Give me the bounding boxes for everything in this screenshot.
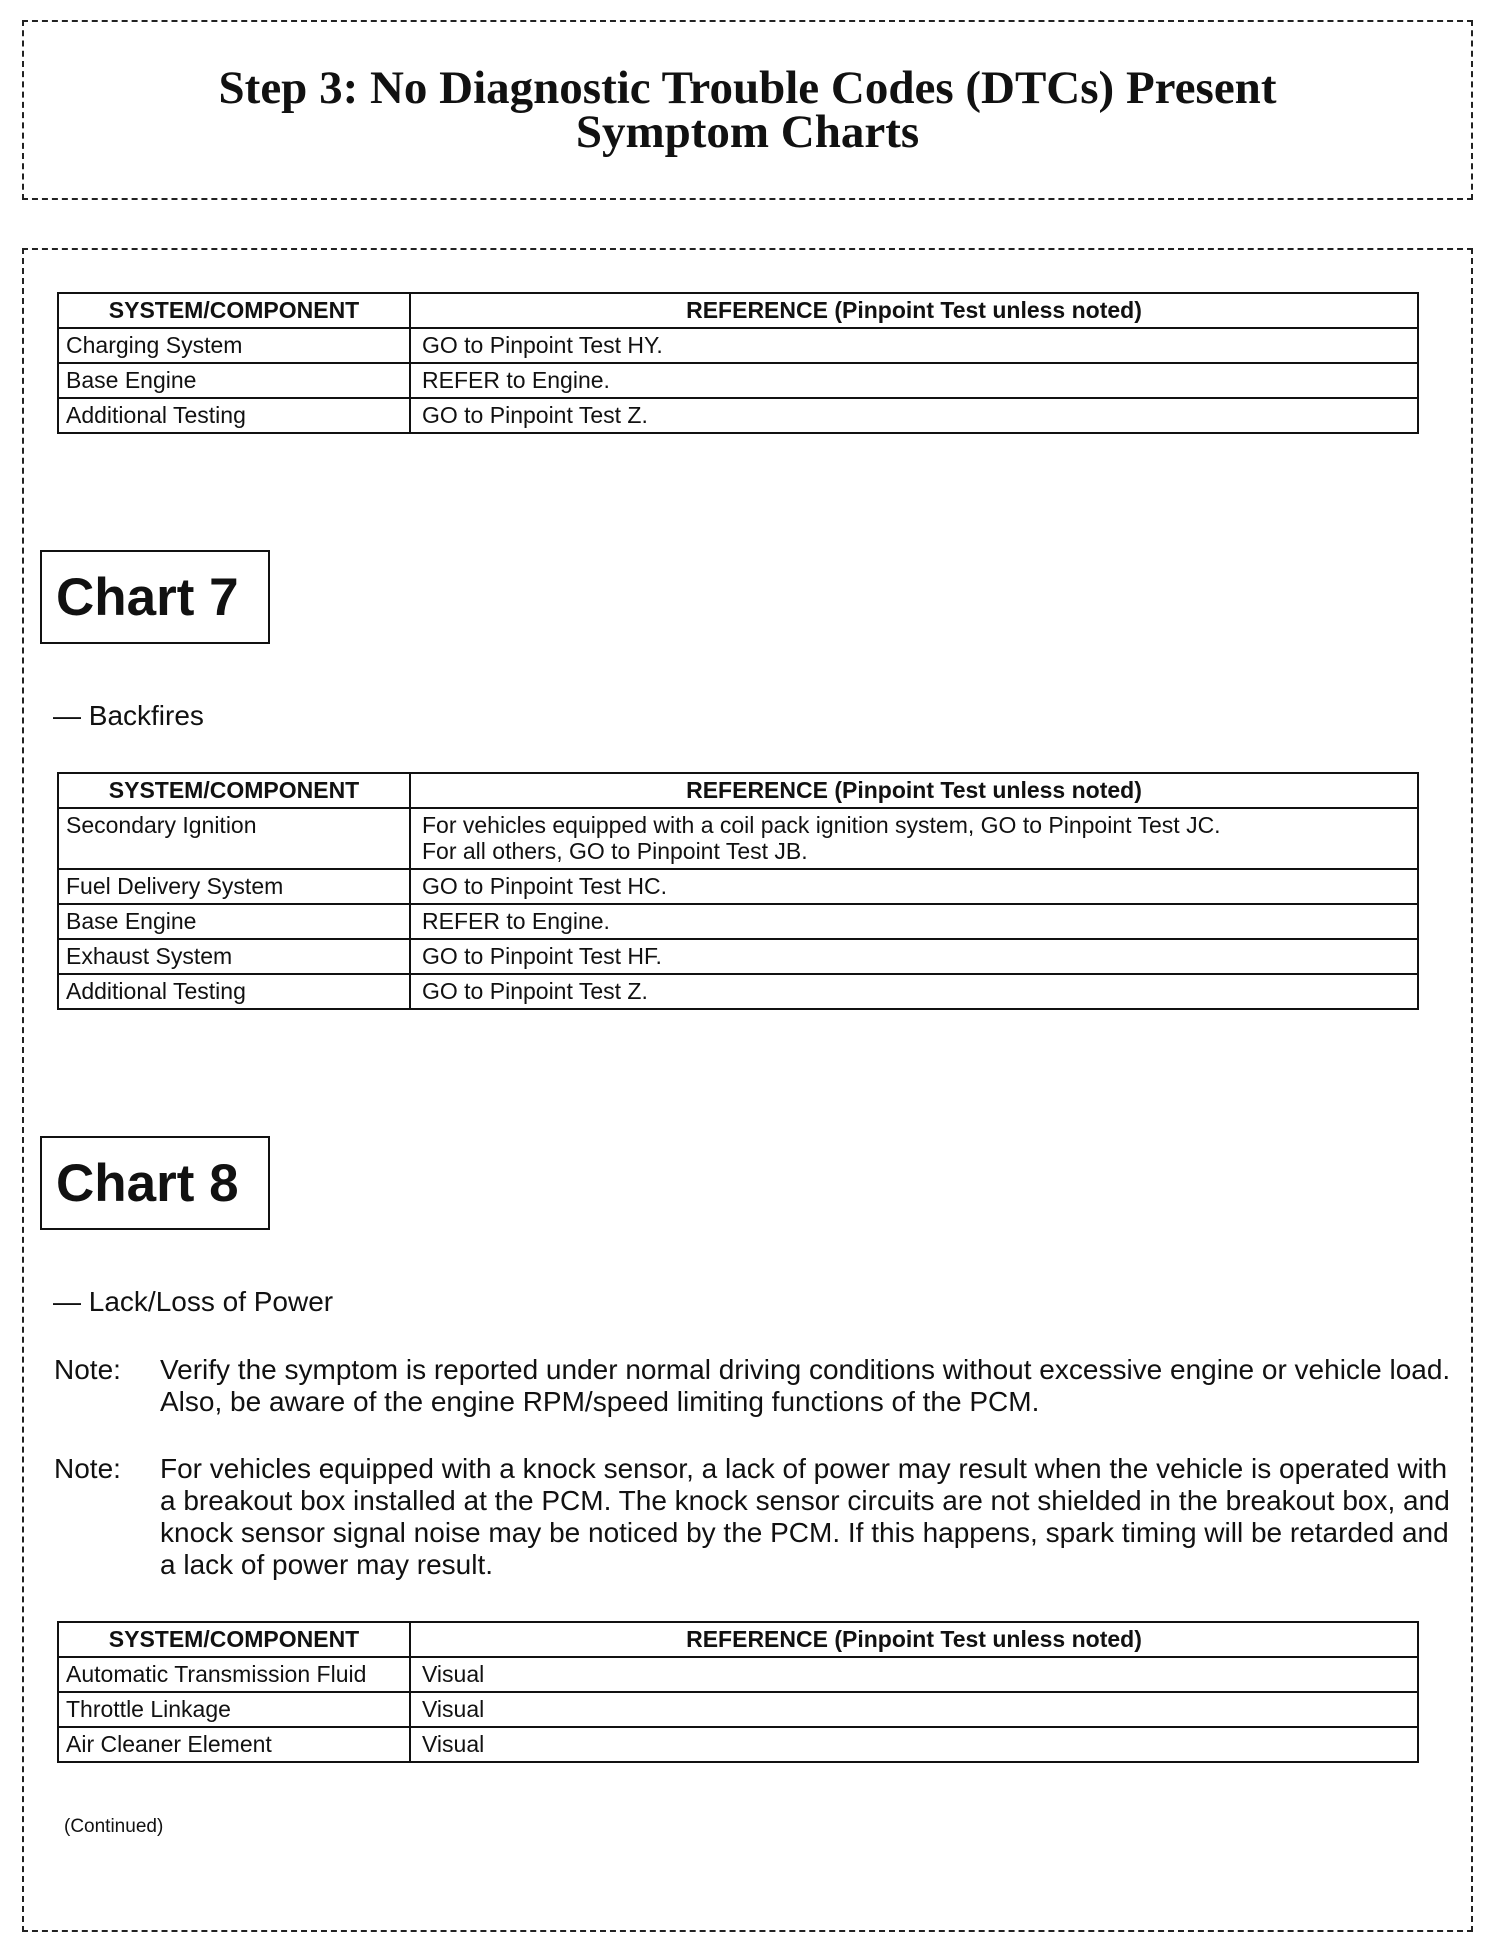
header-reference: REFERENCE (Pinpoint Test unless noted) bbox=[410, 773, 1418, 808]
reference-cell: Visual bbox=[410, 1727, 1418, 1762]
note-text: For vehicles equipped with a knock sensor, a lack of power may result when the vehicle is operated with a breakout box installed at the PCM. The knock sensor circuits are not shielded in the breakout box, and knock sensor signal noise may be noticed by the PCM. If this happens, spark timing will be retarded and a lack of power may result. bbox=[160, 1453, 1450, 1580]
table-header-row bbox=[58, 293, 1418, 328]
note-text: Verify the symptom is reported under normal driving conditions without excessive engine or vehicle load. Also, be aware of the engine RPM/speed limiting functions of the PCM. bbox=[160, 1354, 1451, 1417]
header-reference: REFERENCE (Pinpoint Test unless noted) bbox=[410, 1622, 1418, 1657]
reference-cell: REFER to Engine. bbox=[410, 363, 1418, 398]
table-row bbox=[58, 1657, 1418, 1692]
reference-cell: GO to Pinpoint Test HY. bbox=[410, 328, 1418, 363]
reference-cell: GO to Pinpoint Test HC. bbox=[410, 869, 1418, 904]
chart-7-table bbox=[57, 772, 1419, 1010]
header-reference: REFERENCE (Pinpoint Test unless noted) bbox=[410, 293, 1418, 328]
reference-line: For all others, GO to Pinpoint Test JB. bbox=[422, 838, 808, 864]
chart-8-heading: Chart 8 bbox=[40, 1136, 270, 1230]
page-title-line-1: Step 3: No Diagnostic Trouble Codes (DTCs) Present bbox=[218, 62, 1277, 114]
page-title-line-2: Symptom Charts bbox=[575, 106, 920, 158]
header-system-component: SYSTEM/COMPONENT bbox=[58, 1622, 410, 1657]
table-row bbox=[58, 974, 1418, 1009]
reference-line: For vehicles equipped with a coil pack ignition system, GO to Pinpoint Test JC. bbox=[422, 812, 1221, 838]
reference-cell bbox=[410, 808, 1418, 869]
continued-label: (Continued) bbox=[64, 1816, 164, 1837]
table-row bbox=[58, 363, 1418, 398]
chart-8-table bbox=[57, 1621, 1419, 1763]
reference-cell: GO to Pinpoint Test Z. bbox=[410, 398, 1418, 433]
component-cell: Additional Testing bbox=[58, 974, 410, 1009]
note-label: Note: bbox=[54, 1453, 121, 1484]
component-cell: Air Cleaner Element bbox=[58, 1727, 410, 1762]
chart-7-heading: Chart 7 bbox=[40, 550, 270, 644]
table-header-row bbox=[58, 1622, 1418, 1657]
component-cell: Base Engine bbox=[58, 904, 410, 939]
table-row bbox=[58, 869, 1418, 904]
title-box bbox=[22, 20, 1473, 200]
component-cell: Base Engine bbox=[58, 363, 410, 398]
table-row bbox=[58, 904, 1418, 939]
component-cell: Automatic Transmission Fluid bbox=[58, 1657, 410, 1692]
note-label: Note: bbox=[54, 1354, 121, 1385]
component-cell: Exhaust System bbox=[58, 939, 410, 974]
table-header-row bbox=[58, 773, 1418, 808]
table-row bbox=[58, 808, 1418, 869]
table-row bbox=[58, 1727, 1418, 1762]
note-1 bbox=[54, 1354, 1454, 1418]
header-system-component: SYSTEM/COMPONENT bbox=[58, 773, 410, 808]
table-row bbox=[58, 328, 1418, 363]
reference-cell: REFER to Engine. bbox=[410, 904, 1418, 939]
note-2 bbox=[54, 1453, 1454, 1581]
table-row bbox=[58, 939, 1418, 974]
reference-table-continued bbox=[57, 292, 1419, 434]
header-system-component: SYSTEM/COMPONENT bbox=[58, 293, 410, 328]
component-cell: Secondary Ignition bbox=[58, 808, 410, 869]
table-row bbox=[58, 398, 1418, 433]
chart-7-subtitle: — Backfires bbox=[53, 700, 204, 731]
chart-8-subtitle: — Lack/Loss of Power bbox=[53, 1286, 334, 1317]
component-cell: Charging System bbox=[58, 328, 410, 363]
reference-cell: GO to Pinpoint Test Z. bbox=[410, 974, 1418, 1009]
reference-cell: GO to Pinpoint Test HF. bbox=[410, 939, 1418, 974]
table-row bbox=[58, 1692, 1418, 1727]
component-cell: Throttle Linkage bbox=[58, 1692, 410, 1727]
reference-cell: Visual bbox=[410, 1692, 1418, 1727]
component-cell: Fuel Delivery System bbox=[58, 869, 410, 904]
component-cell: Additional Testing bbox=[58, 398, 410, 433]
reference-cell: Visual bbox=[410, 1657, 1418, 1692]
